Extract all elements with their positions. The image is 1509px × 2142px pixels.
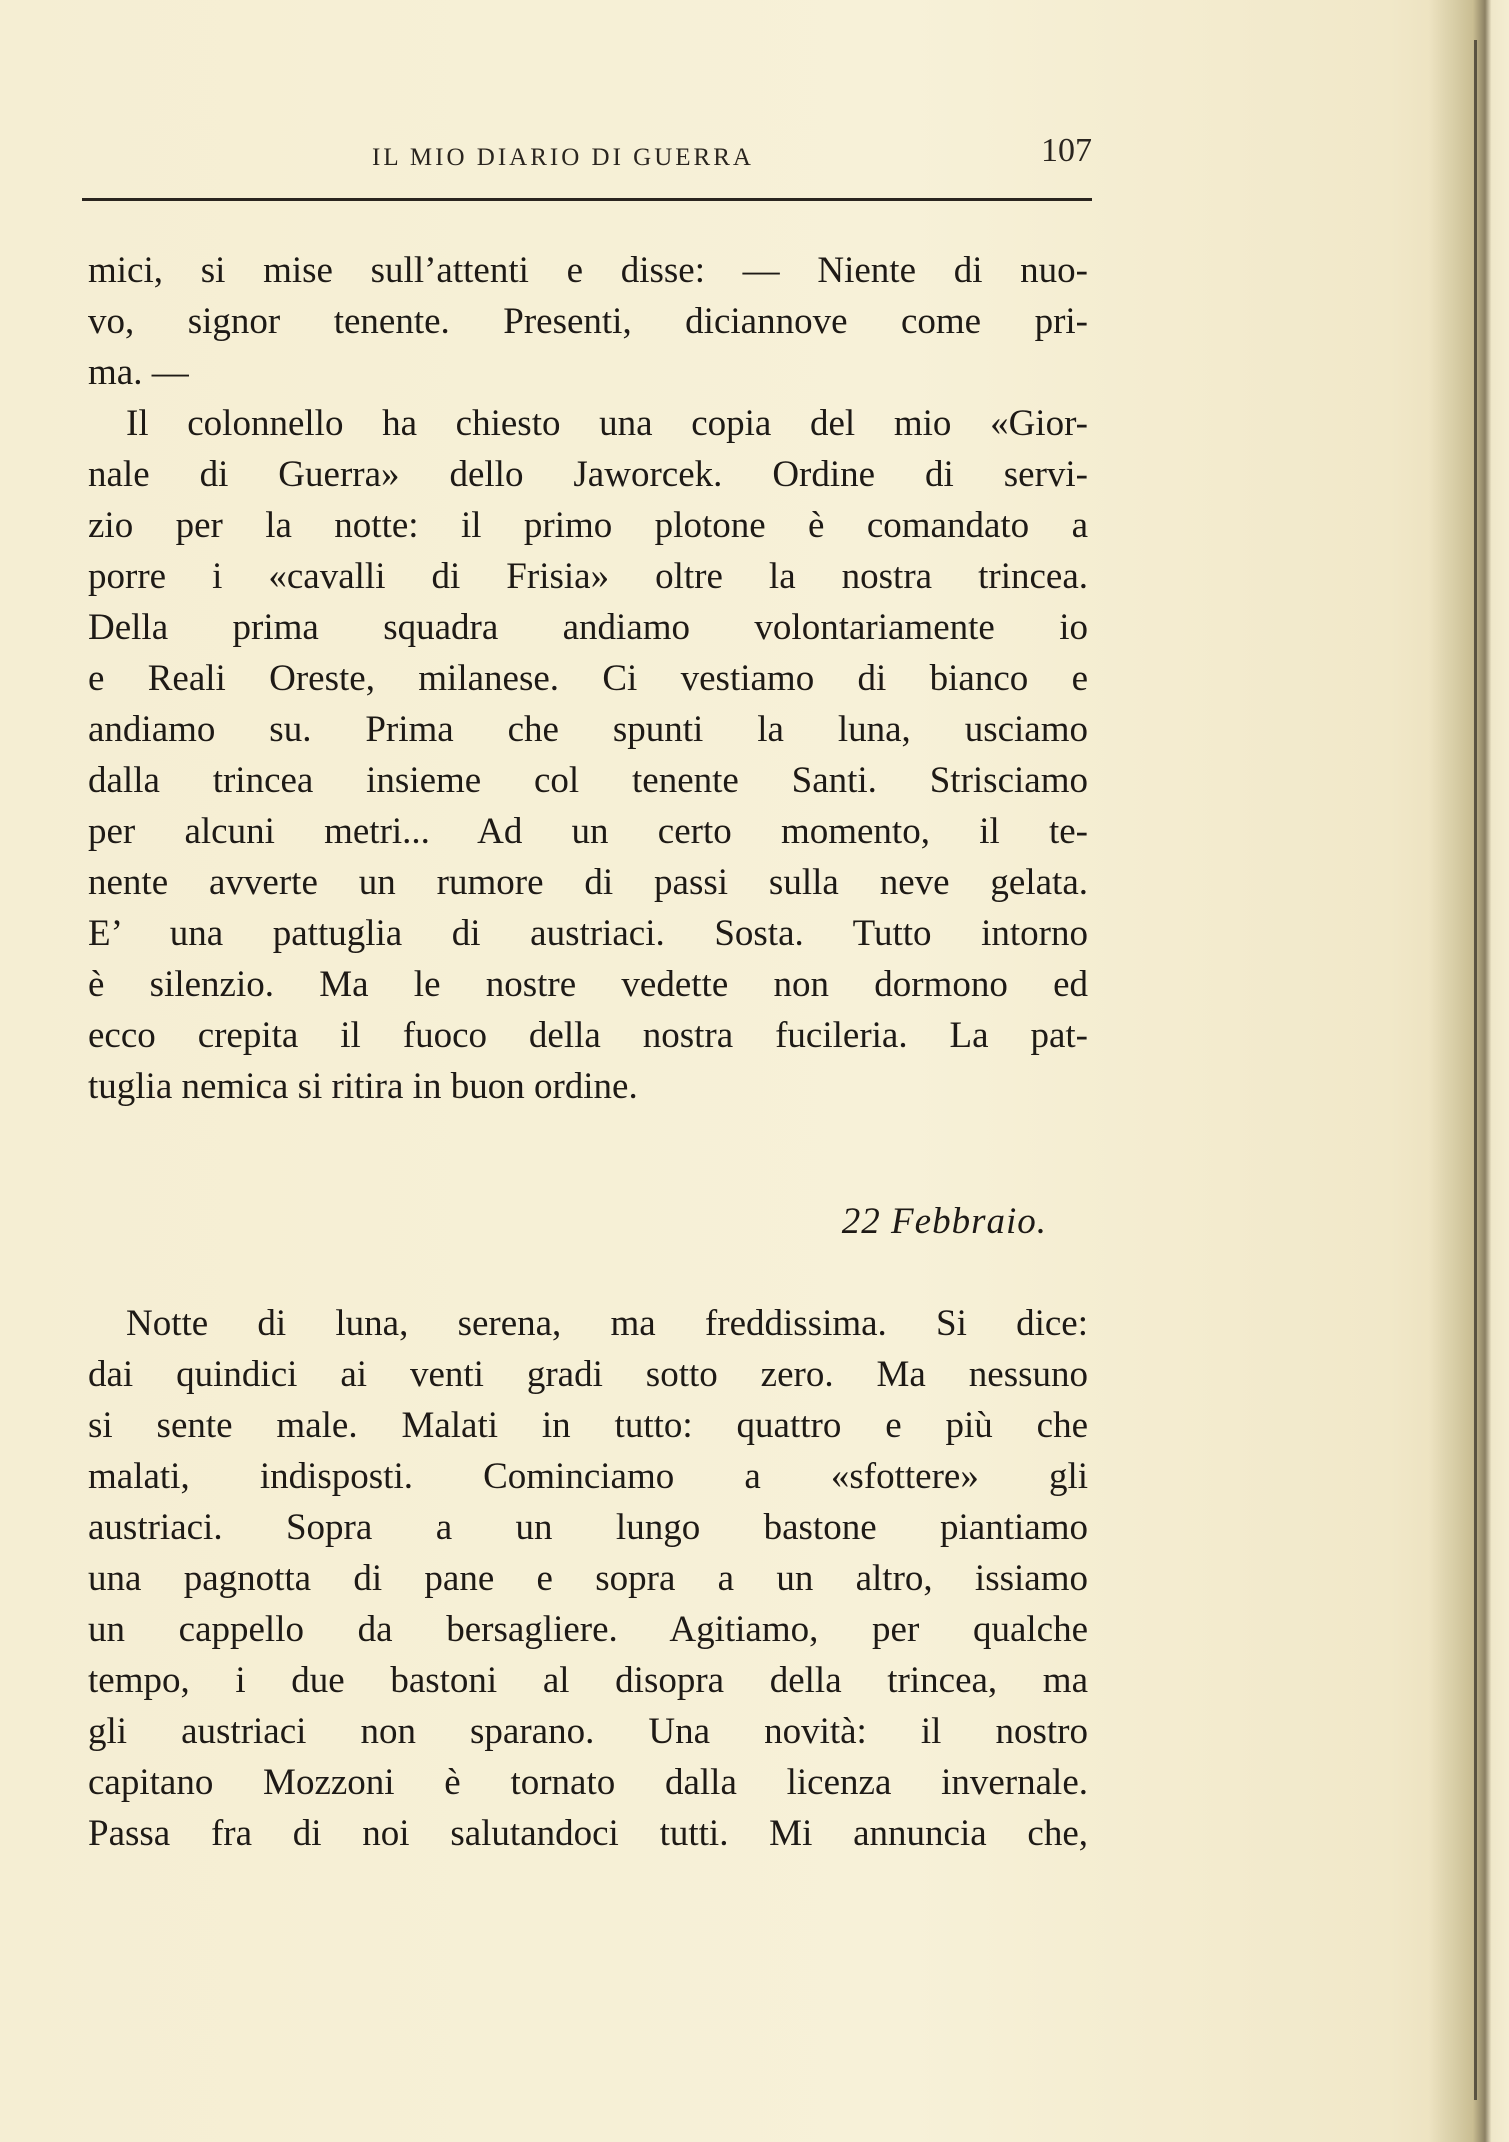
text-line: nale di Guerra» dello Jaworcek. Ordine di servi- <box>88 454 1088 495</box>
text-line: un cappello da bersagliere. Agitiamo, per qualche <box>88 1609 1088 1650</box>
page-header <box>82 130 1092 190</box>
text-line: tuglia nemica si ritira in buon ordine. <box>88 1066 638 1107</box>
text-block-2 <box>88 1298 1088 1859</box>
binding-shadow-line <box>1474 40 1477 2100</box>
text-line: dalla trincea insieme col tenente Santi. Strisciamo <box>88 760 1088 801</box>
text-line: per alcuni metri... Ad un certo momento, il te- <box>88 811 1088 852</box>
text-line: ecco crepita il fuoco della nostra fucileria. La pat- <box>88 1015 1088 1056</box>
text-line: Passa fra di noi salutandoci tutti. Mi annuncia che, <box>88 1813 1088 1854</box>
text-line: andiamo su. Prima che spunti la luna, usciamo <box>88 709 1088 750</box>
text-line: Notte di luna, serena, ma freddissima. Si dice: <box>126 1303 1088 1344</box>
text-line: capitano Mozzoni è tornato dalla licenza invernale. <box>88 1762 1088 1803</box>
text-line: Della prima squadra andiamo volontariamente io <box>88 607 1088 648</box>
text-line: austriaci. Sopra a un lungo bastone piantiamo <box>88 1507 1088 1548</box>
text-line: vo, signor tenente. Presenti, diciannove come pri- <box>88 301 1088 342</box>
text-line: si sente male. Malati in tutto: quattro e più che <box>88 1405 1088 1446</box>
text-line: zio per la notte: il primo plotone è comandato a <box>88 505 1088 546</box>
header-rule <box>82 198 1092 201</box>
date-heading: 22 Febbraio. <box>841 1201 1047 1242</box>
page-binding-edge <box>1429 0 1509 2142</box>
text-line: porre i «cavalli di Frisia» oltre la nostra trincea. <box>88 556 1088 597</box>
running-title: IL MIO DIARIO DI GUERRA <box>372 144 754 171</box>
text-line: una pagnotta di pane e sopra a un altro, issiamo <box>88 1558 1088 1599</box>
text-line: nente avverte un rumore di passi sulla neve gelata. <box>88 862 1088 903</box>
text-line: malati, indisposti. Cominciamo a «sfottere» gli <box>88 1456 1088 1497</box>
text-line: E’ una pattuglia di austriaci. Sosta. Tutto intorno <box>88 913 1088 954</box>
text-line: tempo, i due bastoni al disopra della trincea, ma <box>88 1660 1088 1701</box>
page-number: 107 <box>1041 132 1092 169</box>
text-line: e Reali Oreste, milanese. Ci vestiamo di bianco e <box>88 658 1088 699</box>
text-line: gli austriaci non sparano. Una novità: il nostro <box>88 1711 1088 1752</box>
text-line: mici, si mise sull’attenti e disse: — Niente di nuo- <box>88 250 1088 291</box>
text-line: dai quindici ai venti gradi sotto zero. Ma nessuno <box>88 1354 1088 1395</box>
text-line: Il colonnello ha chiesto una copia del mio «Gior- <box>126 403 1088 444</box>
text-block-1 <box>88 245 1088 1112</box>
text-line: ma. — <box>88 352 189 393</box>
text-line: è silenzio. Ma le nostre vedette non dormono ed <box>88 964 1088 1005</box>
